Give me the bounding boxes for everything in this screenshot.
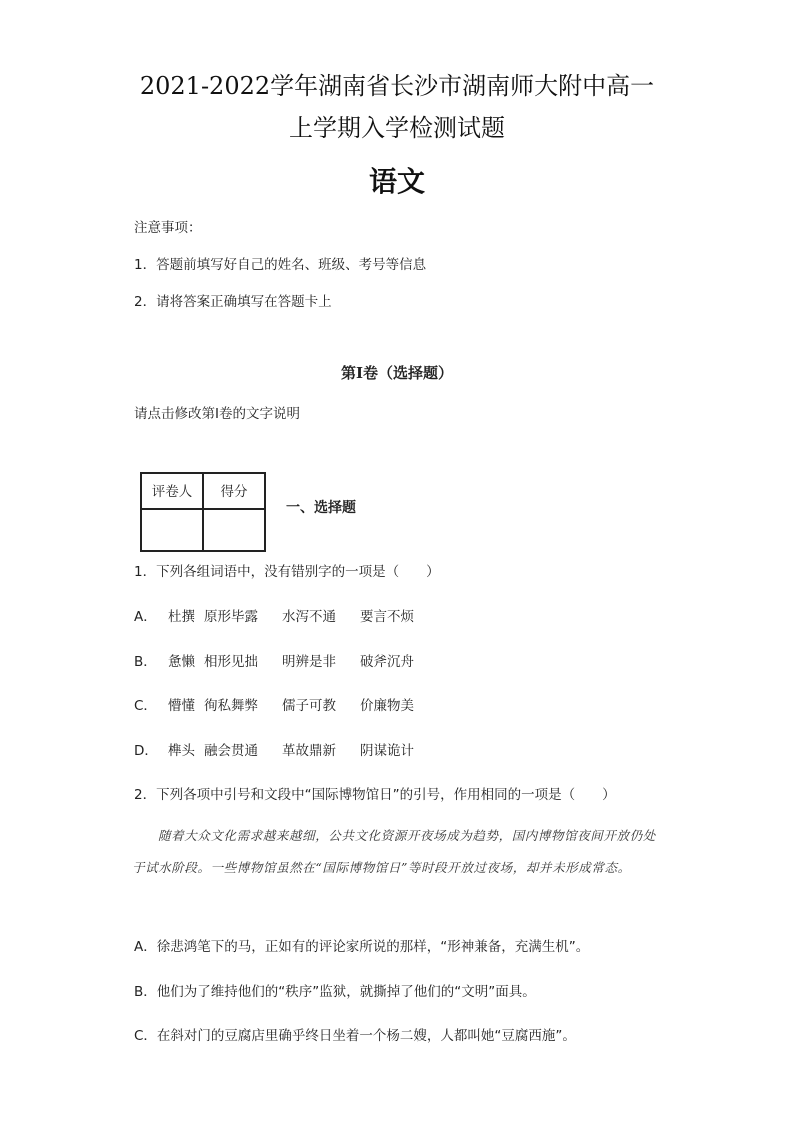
question-2-stem: 2．下列各项中引号和文段中“国际博物馆日”的引号，作用相同的一项是（ ） (134, 787, 616, 803)
option-word: 阴谋诡计 (360, 743, 414, 759)
option-word: 水泻不通 (282, 609, 336, 625)
section-title: 第I卷（选择题） (340, 364, 454, 382)
question-1-option-c[interactable] (134, 694, 438, 714)
option-word: 破斧沉舟 (360, 654, 414, 670)
document-title-line2: 上学期入学检测试题 (289, 114, 505, 142)
option-label: B． (134, 654, 157, 670)
option-word: 革故鼎新 (282, 743, 336, 759)
question-2-passage: 随着大众文化需求越来越细，公共文化资源开夜场成为趋势，国内博物馆夜间开放仍处于试水阶段。一些博物馆虽然在“国际博物馆日”等时段开放过夜场，却并未形成常态。 (132, 828, 656, 875)
document-title-line1: 2021-2022学年湖南省长沙市湖南师大附中高一 (139, 72, 655, 100)
option-label: D． (134, 743, 158, 759)
notice-item: 1．答题前填写好自己的姓名、班级、考号等信息 (134, 257, 427, 273)
question-1-option-b[interactable] (134, 650, 438, 670)
option-word: 懵懂 (168, 698, 195, 714)
option-word: 徇私舞弊 (204, 698, 258, 714)
option-word: 相形见拙 (204, 654, 258, 670)
option-word: 价廉物美 (360, 698, 414, 714)
option-label: C． (134, 698, 157, 714)
score-table-cell-grader[interactable] (141, 509, 203, 551)
option-word: 惫懒 (168, 654, 195, 670)
option-word: 榫头 (168, 743, 195, 759)
option-word: 杜撰 (168, 609, 195, 625)
question-2-option-b[interactable]: B．他们为了维持他们的“秩序”监狱，就撕掉了他们的“文明”面具。 (134, 984, 536, 1000)
question-1-option-a[interactable] (134, 605, 438, 625)
option-word: 融会贯通 (204, 743, 258, 759)
question-1-option-d[interactable] (134, 739, 438, 759)
score-table-header-score: 得分 (203, 473, 265, 509)
option-word: 原形毕露 (204, 609, 258, 625)
score-table-header-grader: 评卷人 (141, 473, 203, 509)
subject-heading: 语文 (368, 165, 425, 198)
question-2-option-c[interactable]: C．在斜对门的豆腐店里确乎终日坐着一个杨二嫂，人都叫她“豆腐西施”。 (134, 1028, 576, 1044)
notice-heading: 注意事项： (134, 220, 202, 236)
notice-item: 2．请将答案正确填写在答题卡上 (134, 294, 332, 310)
part-title: 一、选择题 (286, 500, 356, 516)
score-table-cell-score[interactable] (203, 509, 265, 551)
option-word: 儒子可教 (282, 698, 336, 714)
option-word: 明辨是非 (282, 654, 336, 670)
option-label: A． (134, 609, 157, 625)
score-table (140, 472, 266, 552)
question-1-stem: 1．下列各组词语中，没有错别字的一项是（ ） (134, 564, 440, 580)
section-description[interactable]: 请点击修改第I卷的文字说明 (134, 406, 300, 422)
option-word: 要言不烦 (360, 609, 414, 625)
question-2-option-a[interactable]: A．徐悲鸿笔下的马，正如有的评论家所说的那样，“形神兼备，充满生机”。 (134, 939, 590, 955)
